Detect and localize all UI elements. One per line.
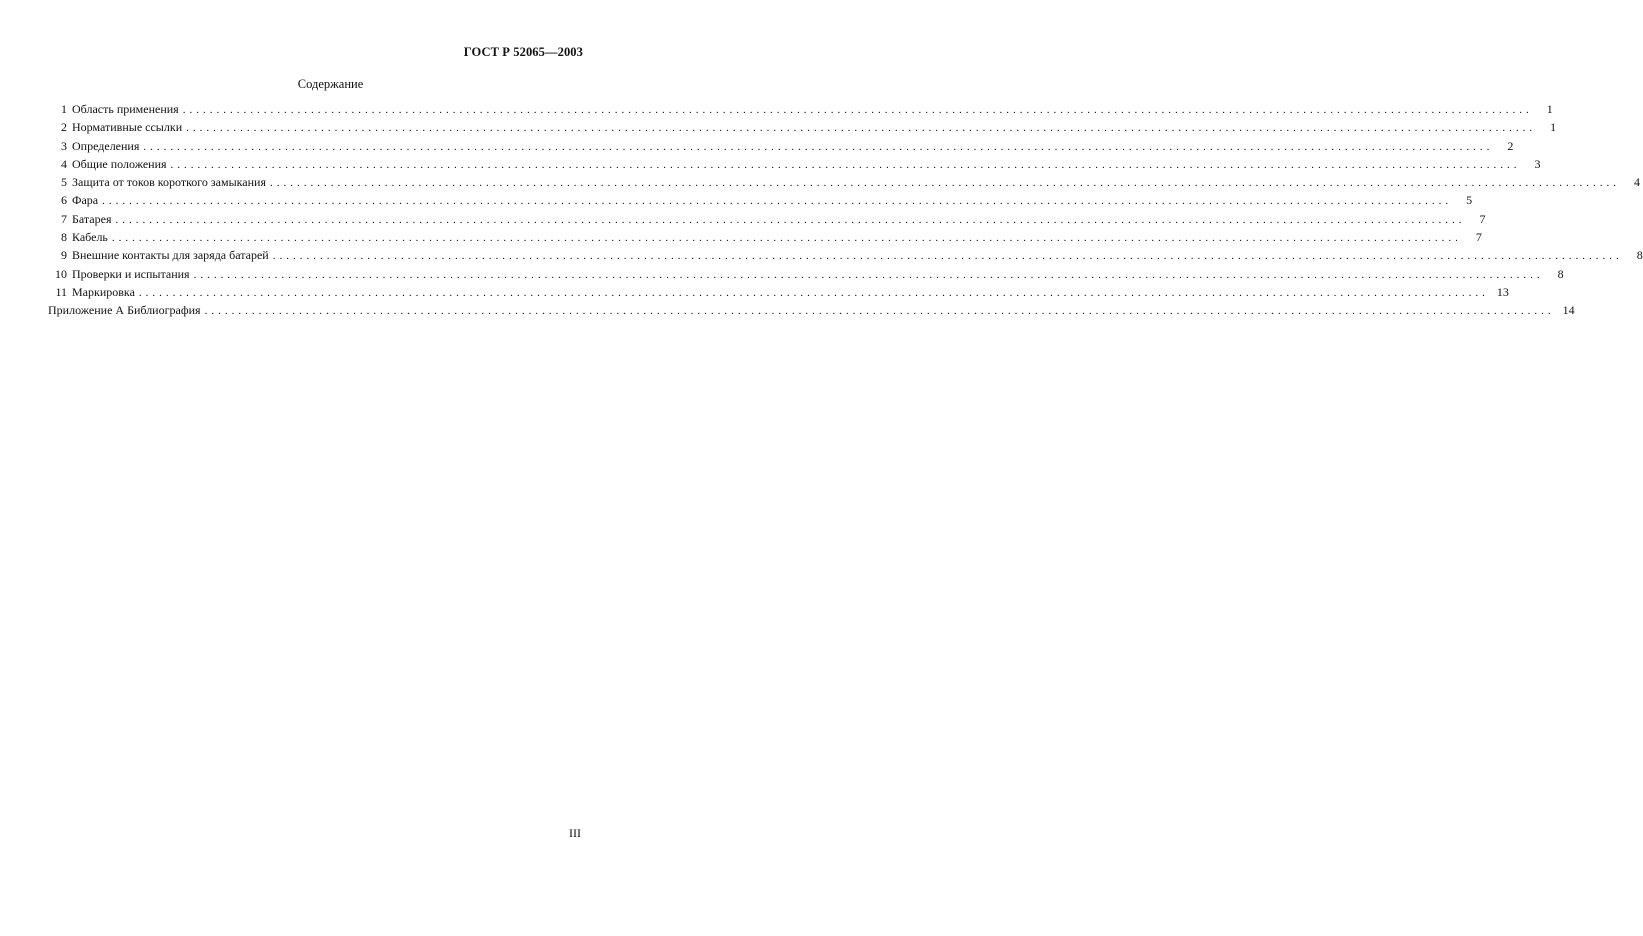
toc-entry-number: 11 xyxy=(55,284,67,299)
toc-entry[interactable] xyxy=(48,265,1564,283)
toc-entry-number: 8 xyxy=(61,230,67,245)
toc-entry-title: Защита от токов короткого замыкания xyxy=(72,175,266,190)
toc-entry-page: 13 xyxy=(1496,284,1509,299)
toc-entry[interactable] xyxy=(48,118,1557,136)
toc-entry-page: 8 xyxy=(1557,266,1564,281)
leader-dots: ........................................................................................................................................................................................................ xyxy=(111,232,1462,245)
toc-entry-number: 10 xyxy=(55,266,67,281)
leader-dots: ........................................................................................................................................................................................................ xyxy=(193,268,1544,281)
leader-dots: ........................................................................................................................................................................................................ xyxy=(102,195,1453,208)
toc-entry-page: 1 xyxy=(1546,102,1553,116)
toc-entry-title: Проверки и испытания xyxy=(72,266,190,281)
leader-dots: ........................................................................................................................................................................................................ xyxy=(138,286,1489,299)
toc-entry-number: 5 xyxy=(61,175,67,190)
toc-entry-number: 3 xyxy=(61,138,67,153)
toc-entry[interactable] xyxy=(48,210,1486,228)
toc-entry[interactable] xyxy=(48,100,1553,118)
toc-entry[interactable] xyxy=(48,283,1509,301)
toc-entry-title: Кабель xyxy=(72,230,108,245)
leader-dots: ........................................................................................................................................................................................................ xyxy=(270,177,1620,190)
toc-entry-page: 2 xyxy=(1507,138,1514,153)
leader-dots: ........................................................................................................................................................................................................ xyxy=(143,140,1494,153)
toc-entry-title: Приложение А Библиография xyxy=(48,303,201,318)
toc-entry-number: 4 xyxy=(61,156,67,171)
toc-entry-page: 14 xyxy=(1562,303,1575,318)
toc-entry-title: Внешние контакты для заряда батарей xyxy=(72,248,269,263)
toc-entry-page: 7 xyxy=(1475,230,1482,245)
leader-dots: ........................................................................................................................................................................................................ xyxy=(182,104,1533,116)
toc-entry-title: Определения xyxy=(72,138,140,153)
page-number: III xyxy=(569,826,581,840)
toc-entry-title: Область применения xyxy=(72,102,179,116)
toc-entry[interactable] xyxy=(48,137,1514,155)
toc-entry[interactable] xyxy=(48,173,1640,191)
toc-entry-page: 5 xyxy=(1466,193,1473,208)
toc-entry-title: Фара xyxy=(72,193,99,208)
toc-entry-number: 9 xyxy=(61,248,67,263)
leader-dots: ........................................................................................................................................................................................................ xyxy=(186,122,1537,135)
table-of-contents xyxy=(48,100,1643,320)
toc-entry-page: 4 xyxy=(1634,175,1640,190)
toc-title: Содержание xyxy=(297,77,364,91)
toc-entry-number: 6 xyxy=(61,193,67,208)
toc-entry-page: 3 xyxy=(1534,156,1541,171)
toc-entry[interactable] xyxy=(48,246,1643,264)
toc-entry[interactable] xyxy=(48,155,1541,173)
toc-entry-appendix[interactable] xyxy=(48,301,1575,319)
toc-entry-title: Батарея xyxy=(72,211,112,226)
toc-entry-page: 1 xyxy=(1550,120,1557,135)
toc-entry-number: 7 xyxy=(61,211,67,226)
toc-entry-number: 1 xyxy=(61,102,67,116)
toc-entry[interactable] xyxy=(48,191,1473,209)
leader-dots: ........................................................................................................................................................................................................ xyxy=(115,213,1466,226)
document-id: ГОСТ Р 52065—2003 xyxy=(463,45,583,59)
leader-dots: ........................................................................................................................................................................................................ xyxy=(272,250,1623,263)
toc-entry-title: Общие положения xyxy=(72,156,167,171)
toc-entry-title: Маркировка xyxy=(72,284,135,299)
toc-entry-page: 7 xyxy=(1479,211,1486,226)
toc-entry[interactable] xyxy=(48,228,1482,246)
toc-entry-page: 8 xyxy=(1636,248,1643,263)
leader-dots: ........................................................................................................................................................................................................ xyxy=(204,305,1555,318)
toc-entry-number: 2 xyxy=(61,120,67,135)
toc-entry-title: Нормативные ссылки xyxy=(72,120,183,135)
leader-dots: ........................................................................................................................................................................................................ xyxy=(170,158,1521,171)
